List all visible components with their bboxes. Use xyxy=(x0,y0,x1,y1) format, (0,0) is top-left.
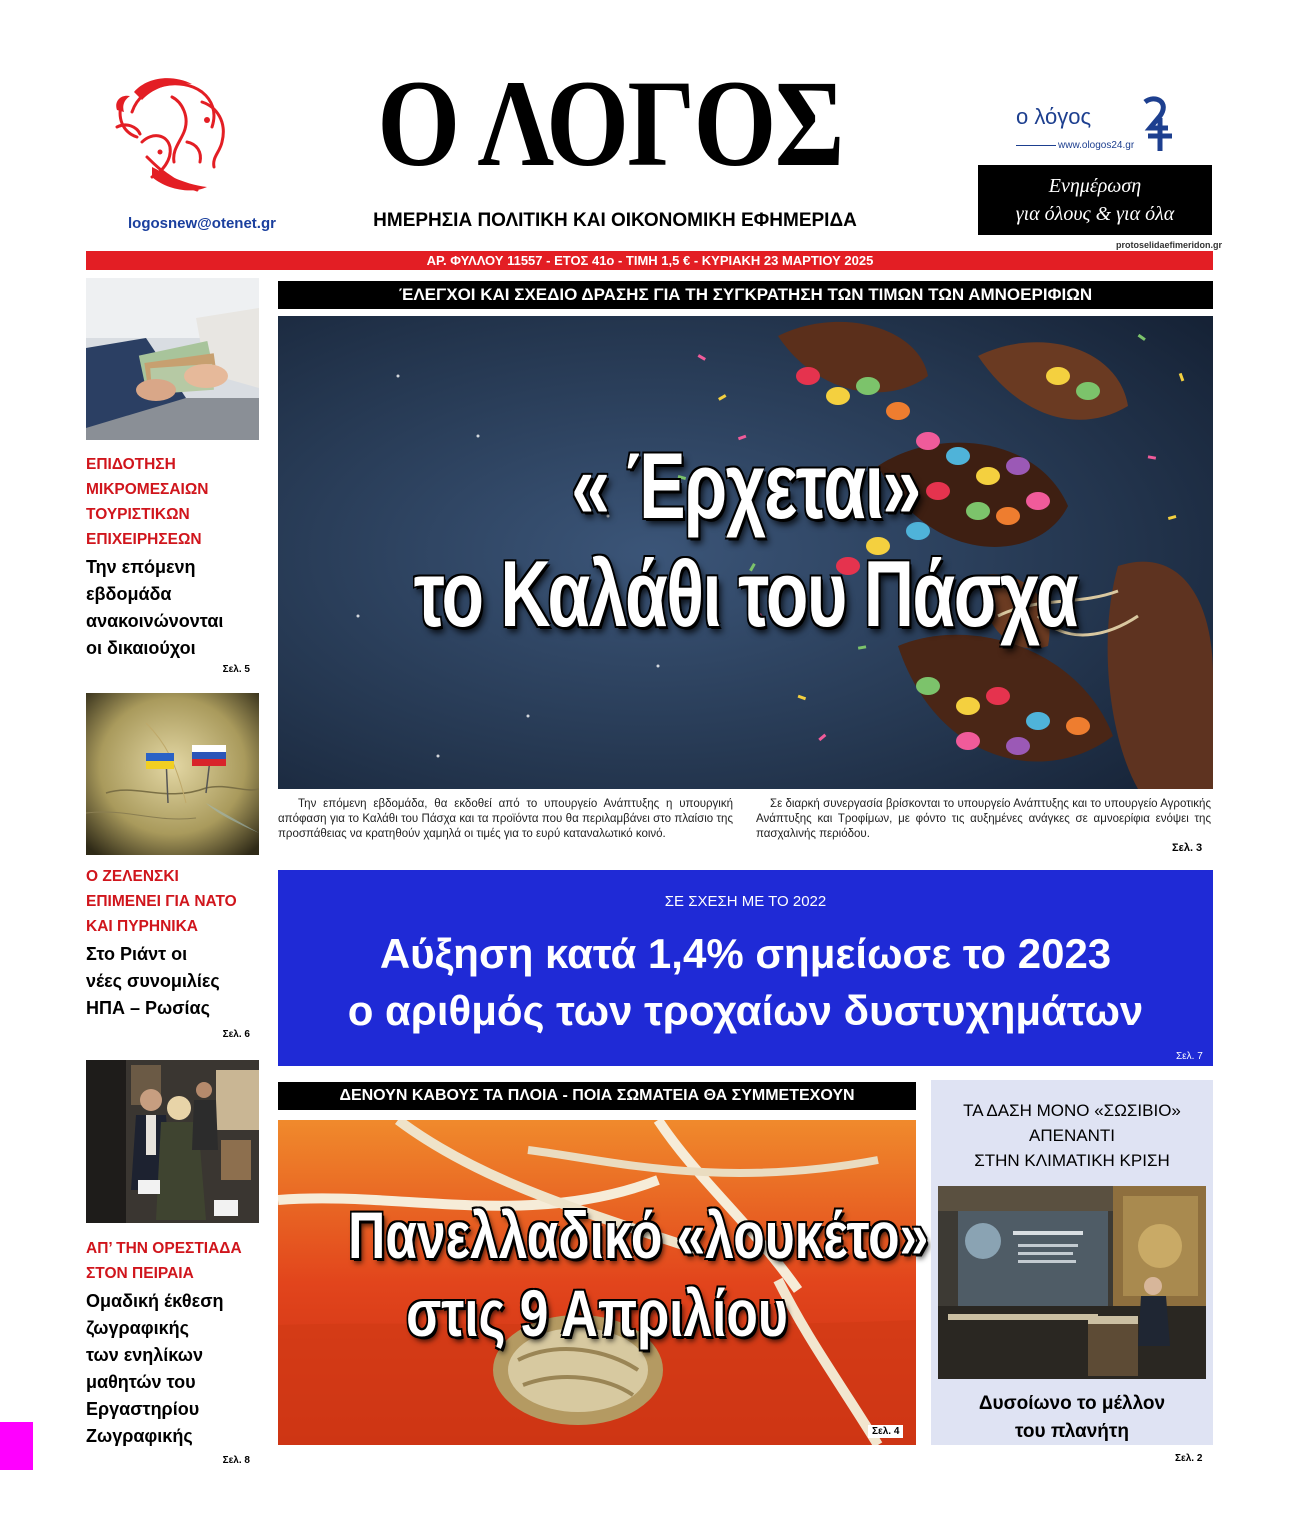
main-kicker: ΈΛΕΓΧΟΙ ΚΑΙ ΣΧΕΔΙΟ ΔΡΑΣΗΣ ΓΙΑ ΤΗ ΣΥΓΚΡΑΤΗΣΗ ΤΩΝ ΤΙΜΩΝ ΤΩΝ ΑΜΝΟΕΡΙΦΙΩΝ xyxy=(278,281,1213,309)
side-headline[interactable]: Στο Ριάντ οι νέες συνομιλίες ΗΠΑ – Ρωσίας xyxy=(86,944,220,1018)
page-reference: Σελ. 5 xyxy=(222,664,250,675)
page-reference: Σελ. 6 xyxy=(222,1029,250,1040)
map-flags-photo[interactable] xyxy=(86,693,259,855)
motto-line: για όλους & για όλα xyxy=(1015,203,1175,225)
newspaper-title: Ο ΛΟΓΟΣ xyxy=(377,55,843,192)
main-body-left: Την επόμενη εβδομάδα, θα εκδοθεί από το υπουργείο Ανάπτυξης η υπουργική απόφαση για το Καλάθι του Πάσχα και τα προϊόντα που θα περιλαμβάνει στο πλαίσιο της προσπάθειας να κρατηθούν χαμηλά οι τιμές για το ευρύ καταναλωτικό κοινό. xyxy=(278,798,733,840)
side-headline[interactable]: Ομαδική έκθεση ζωγραφικής των ενηλίκων μαθητών του Εργαστηρίου Ζωγραφικής xyxy=(86,1291,224,1446)
web-logo-text: ο λόγος xyxy=(1016,104,1092,129)
money-handover-photo[interactable] xyxy=(86,278,259,440)
accidents-headline[interactable]: Αύξηση κατά 1,4% σημείωσε το 2023 ο αριθμός των τροχαίων δυστυχημάτων xyxy=(347,930,1144,1034)
page-reference: Σελ. 2 xyxy=(1175,1453,1203,1464)
issue-info: ΑΡ. ΦΥΛΛΟΥ 11557 - ΕΤΟΣ 41ο - ΤΙΜΗ 1,5 € - ΚΥΡΙΑΚΗ 23 ΜΑΡΤΙΟΥ 2025 xyxy=(426,253,874,268)
page-reference: Σελ. 8 xyxy=(222,1455,250,1466)
page-reference: Σελ. 3 xyxy=(1172,842,1203,854)
main-body-right: Σε διαρκή συνεργασία βρίσκονται το υπουργείο Ανάπτυξης και το υπουργείο Αγροτικής Ανάπτυξης και Τροφίμων, με φόντο τις αυξημένες ανάγκες σε αμνοερίφια ενόψει της πασχαλινής περιόδου. xyxy=(756,798,1211,840)
page-reference: Σελ. 4 xyxy=(868,1425,903,1438)
side-headline[interactable]: Την επόμενη εβδομάδα ανακοινώνονται οι δικαιούχοι xyxy=(86,557,224,658)
exhibition-photo[interactable] xyxy=(86,1060,259,1223)
newspaper-emblem xyxy=(112,72,252,202)
watermark: protoselidaefimeridon.gr xyxy=(1116,240,1223,250)
main-headline[interactable]: « Έρχεται» το Καλάθι του Πάσχα xyxy=(413,433,1078,646)
side-kicker: ΑΠ’ ΤΗΝ ΟΡΕΣΤΙΑΔΑ ΣΤΟΝ ΠΕΙΡΑΙΑ xyxy=(86,1240,242,1282)
forest-headline[interactable]: Δυσοίωνο το μέλλον του πλανήτη xyxy=(978,1393,1166,1442)
forest-kicker: ΤΑ ΔΑΣΗ ΜΟΝΟ «ΣΩΣΙΒΙΟ» ΑΠΕΝΑΝΤΙ ΣΤΗΝ ΚΛΙΜΑΤΙΚΗ ΚΡΙΣΗ xyxy=(963,1101,1181,1170)
strike-kicker: ΔΕΝΟΥΝ ΚΑΒΟΥΣ ΤΑ ΠΛΟΙΑ - ΠΟΙΑ ΣΩΜΑΤΕΙΑ ΘΑ ΣΥΜΜΕΤΕΧΟΥΝ xyxy=(278,1082,916,1110)
accidents-kicker: ΣΕ ΣΧΕΣΗ ΜΕ ΤΟ 2022 xyxy=(664,893,827,910)
strike-headline[interactable]: Πανελλαδικό «λουκέτο» στις 9 Απριλίου xyxy=(348,1198,929,1350)
page-reference: Σελ. 7 xyxy=(1176,1051,1203,1062)
motto-line: Ενημέρωση xyxy=(1048,175,1142,197)
web-url[interactable]: www.ologos24.gr xyxy=(1058,140,1135,151)
side-kicker: Ο ΖΕΛΕΝΣΚΙ ΕΠΙΜΕΝΕΙ ΓΙΑ ΝΑΤΟ ΚΑΙ ΠΥΡΗΝΙΚΑ xyxy=(86,868,237,935)
conference-photo[interactable] xyxy=(938,1186,1206,1379)
web-logo-rule xyxy=(1016,145,1056,146)
newspaper-subtitle: ΗΜΕΡΗΣΙΑ ΠΟΛΙΤΙΚΗ ΚΑΙ ΟΙΚΟΝΟΜΙΚΗ ΕΦΗΜΕΡΙΔΑ xyxy=(373,210,857,231)
print-registration-mark xyxy=(0,1422,33,1470)
side-kicker: ΕΠΙΔΟΤΗΣΗ ΜΙΚΡΟΜΕΣΑΙΩΝ ΤΟΥΡΙΣΤΙΚΩΝ ΕΠΙΧΕΙΡΗΣΕΩΝ xyxy=(86,456,209,548)
contact-email[interactable]: logosnew@otenet.gr xyxy=(128,215,276,232)
motto-box xyxy=(978,165,1212,235)
